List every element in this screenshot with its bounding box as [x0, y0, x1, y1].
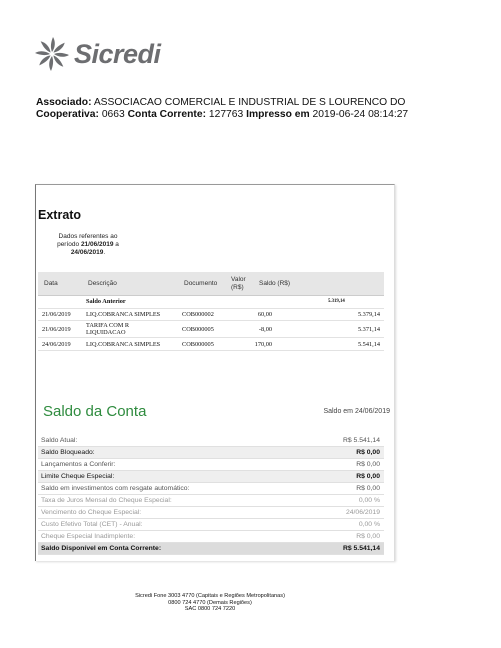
saldo-line-value: R$ 5.541,14 [342, 437, 380, 444]
table-row [38, 338, 384, 351]
saldo-line-label: Limite Cheque Especial: [41, 473, 115, 480]
extrato-panel [35, 184, 395, 561]
row-descricao: TARIFA COM R [86, 322, 130, 329]
footer-line3: SAC 0800 724 7220 [184, 606, 236, 612]
saldo-line [38, 435, 384, 447]
col-valor-unit: (R$) [231, 284, 244, 291]
saldo-line-label: Custo Efetivo Total (CET) - Anual: [41, 521, 143, 528]
sicredi-logo [34, 36, 161, 72]
saldo-line [38, 471, 384, 483]
row-valor: 170,00 [254, 341, 272, 348]
saldo-date: Saldo em 24/06/2019 [323, 408, 390, 415]
periodo-start: 21/06/2019 [80, 241, 114, 248]
row-data: 21/06/2019 [42, 311, 71, 318]
saldo-line-value: 24/06/2019 [345, 509, 380, 516]
cooperativa-value: 0663 [101, 109, 125, 120]
saldo-line-label: Saldo Atual: [41, 437, 78, 444]
saldo-line-value: R$ 0,00 [356, 449, 380, 456]
col-documento: Documento [184, 280, 218, 287]
row-saldo: 5.379,14 [357, 311, 380, 318]
saldo-line [38, 519, 384, 531]
saldo-line-value: 0,00 % [358, 521, 380, 528]
saldo-line-value: R$ 0,00 [356, 461, 380, 468]
associado-line [36, 97, 408, 109]
impresso-label: Impresso em [246, 109, 310, 120]
brand-name: Sicredi [74, 38, 161, 69]
saldo-line [38, 459, 384, 471]
saldo-line-label: Lançamentos a Conferir: [41, 461, 116, 468]
saldo-line-value: R$ 0,00 [356, 485, 380, 492]
saldo-line-value: 0,00 % [358, 497, 380, 504]
saldo-line [38, 483, 384, 495]
impresso-value: 2019-06-24 08:14:27 [312, 109, 409, 120]
saldo-anterior-value: 5.319,14 [328, 299, 345, 304]
account-header [36, 97, 408, 121]
saldo-line-label: Vencimento do Cheque Especial: [41, 509, 142, 516]
table-row [38, 321, 384, 338]
periodo-line1: Dados referentes ao [58, 233, 118, 240]
row-descricao-cont: LIQUIDACAO [86, 329, 126, 336]
table-row [38, 308, 384, 321]
row-documento: COB000005 [182, 326, 214, 333]
periodo-line3 [48, 249, 128, 257]
periodo-end: 24/06/2019 [70, 249, 104, 256]
saldo-line-value: R$ 0,00 [356, 533, 380, 540]
saldo-conta-title: Saldo da Conta [43, 403, 147, 420]
saldo-line [38, 495, 384, 507]
footer-line1: Sicredi Fone 3003 4770 (Capitais e Regiões Metropolitanas) [135, 593, 285, 599]
saldo-disponivel-line [38, 543, 384, 555]
row-data: 21/06/2019 [42, 326, 71, 333]
saldo-line-label: Cheque Especial Inadimplente: [41, 533, 136, 540]
row-saldo: 5.541,14 [357, 341, 380, 348]
periodo-info [48, 233, 128, 257]
cooperativa-line [36, 109, 408, 121]
row-descricao: LIQ.COBRANCA SIMPLES [86, 311, 161, 318]
row-valor: 60,00 [257, 311, 272, 318]
extrato-table-header [38, 272, 384, 296]
saldo-line-label: Saldo Disponível em Conta Corrente: [41, 545, 162, 552]
saldo-anterior-label: Saldo Anterior [86, 298, 126, 305]
row-valor: -8,00 [258, 326, 272, 333]
row-saldo: 5.371,14 [357, 326, 380, 333]
periodo-dot: . [103, 249, 106, 256]
saldo-line [38, 531, 384, 543]
saldo-line [38, 447, 384, 459]
row-descricao: LIQ.COBRANCA SIMPLES [86, 341, 161, 348]
row-documento: COB000002 [182, 311, 214, 318]
conta-label: Conta Corrente: [127, 109, 206, 120]
col-valor: Valor [231, 276, 246, 283]
periodo-word: período [57, 241, 80, 248]
col-data: Data [44, 280, 58, 287]
footer-contact [120, 593, 300, 613]
cooperativa-label: Cooperativa: [36, 109, 99, 120]
associado-value: ASSOCIACAO COMERCIAL E INDUSTRIAL DE S LOURENCO DO [93, 97, 406, 108]
saldo-line-value: R$ 0,00 [356, 473, 380, 480]
conta-value: 127763 [208, 109, 244, 120]
saldo-line-label: Saldo em investimentos com resgate automático: [41, 485, 190, 492]
footer-line2: 0800 724 4770 (Demais Regiões) [168, 599, 252, 606]
saldo-line-value: R$ 5.541,14 [342, 545, 380, 552]
col-descricao: Descrição [88, 280, 117, 287]
associado-label: Associado: [36, 97, 92, 108]
col-saldo: Saldo (R$) [259, 280, 291, 287]
row-documento: COB000005 [182, 341, 214, 348]
extrato-title: Extrato [38, 208, 82, 222]
sicredi-pinwheel-icon [34, 36, 70, 72]
saldo-line [38, 507, 384, 519]
periodo-line2 [48, 241, 128, 249]
saldo-line-label: Taxa de Juros Mensal do Cheque Especial: [41, 497, 172, 504]
saldo-line-label: Saldo Bloqueado: [41, 449, 95, 456]
periodo-a: a [115, 241, 119, 248]
row-data: 24/06/2019 [42, 341, 71, 348]
